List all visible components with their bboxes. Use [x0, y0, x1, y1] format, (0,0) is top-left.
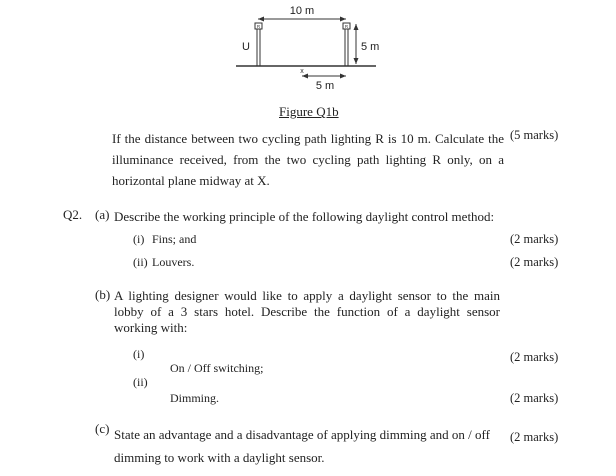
q2b-text: A lighting designer would like to apply a daylight sensor to the main lobby of a 3 stars hotel. Describe the function of a daylight sensor working with:	[114, 288, 500, 335]
q2a-item-i-num: (i)	[133, 232, 145, 246]
q2a-item-ii-text: Louvers.	[152, 255, 195, 269]
q2c-marks: (2 marks)	[510, 430, 559, 444]
q2b-item-ii-num: (ii)	[133, 375, 148, 389]
q2c-label: (c)	[95, 421, 110, 436]
q1b-marks: (5 marks)	[510, 128, 559, 142]
q2a-item-ii-marks: (2 marks)	[510, 255, 559, 269]
q2b-item-i-text: On / Off switching;	[170, 361, 264, 375]
left-label-u: U	[242, 41, 250, 53]
q2b-label: (b)	[95, 287, 111, 302]
q2b-item-i-num: (i)	[133, 347, 145, 361]
q2c-text: State an advantage and a disadvantage of applying dimming and on / off dimming to work with a daylight sensor.	[114, 427, 490, 465]
height-dimension-arrow-top	[354, 24, 359, 30]
q2a-label: (a)	[95, 207, 110, 222]
figure-caption: Figure Q1b	[279, 104, 339, 119]
top-dimension-label: 10 m	[289, 5, 315, 17]
top-dimension-arrow-left	[258, 17, 264, 22]
height-dimension-arrow-bottom	[354, 58, 359, 64]
height-dimension-label: 5 m	[361, 41, 380, 53]
point-x-label: x	[300, 68, 304, 75]
q2b-item-i-marks: (2 marks)	[510, 350, 559, 364]
q2a-text: Describe the working principle of the following daylight control method:	[114, 209, 495, 224]
left-lamp-label: R	[256, 24, 261, 29]
q2-number: Q2.	[63, 207, 83, 222]
bottom-dimension-arrow-right	[340, 74, 346, 79]
q2a-item-i-text: Fins; and	[152, 232, 197, 246]
top-dimension-arrow-right	[340, 17, 346, 22]
q2b-item-ii-text: Dimming.	[170, 391, 220, 405]
q2a-item-ii-num: (ii)	[133, 255, 148, 269]
right-lamp-label: R	[344, 24, 349, 29]
q2a-item-i-marks: (2 marks)	[510, 232, 559, 246]
figure-q1b-diagram	[220, 0, 390, 92]
bottom-dimension-label: 5 m	[315, 80, 335, 92]
q2b-item-ii-marks: (2 marks)	[510, 391, 559, 405]
q1b-question-text: If the distance between two cycling path lighting R is 10 m. Calculate the illuminance received, from the two cycling path lighting R only, on a horizontal plane midway at X.	[112, 131, 504, 188]
